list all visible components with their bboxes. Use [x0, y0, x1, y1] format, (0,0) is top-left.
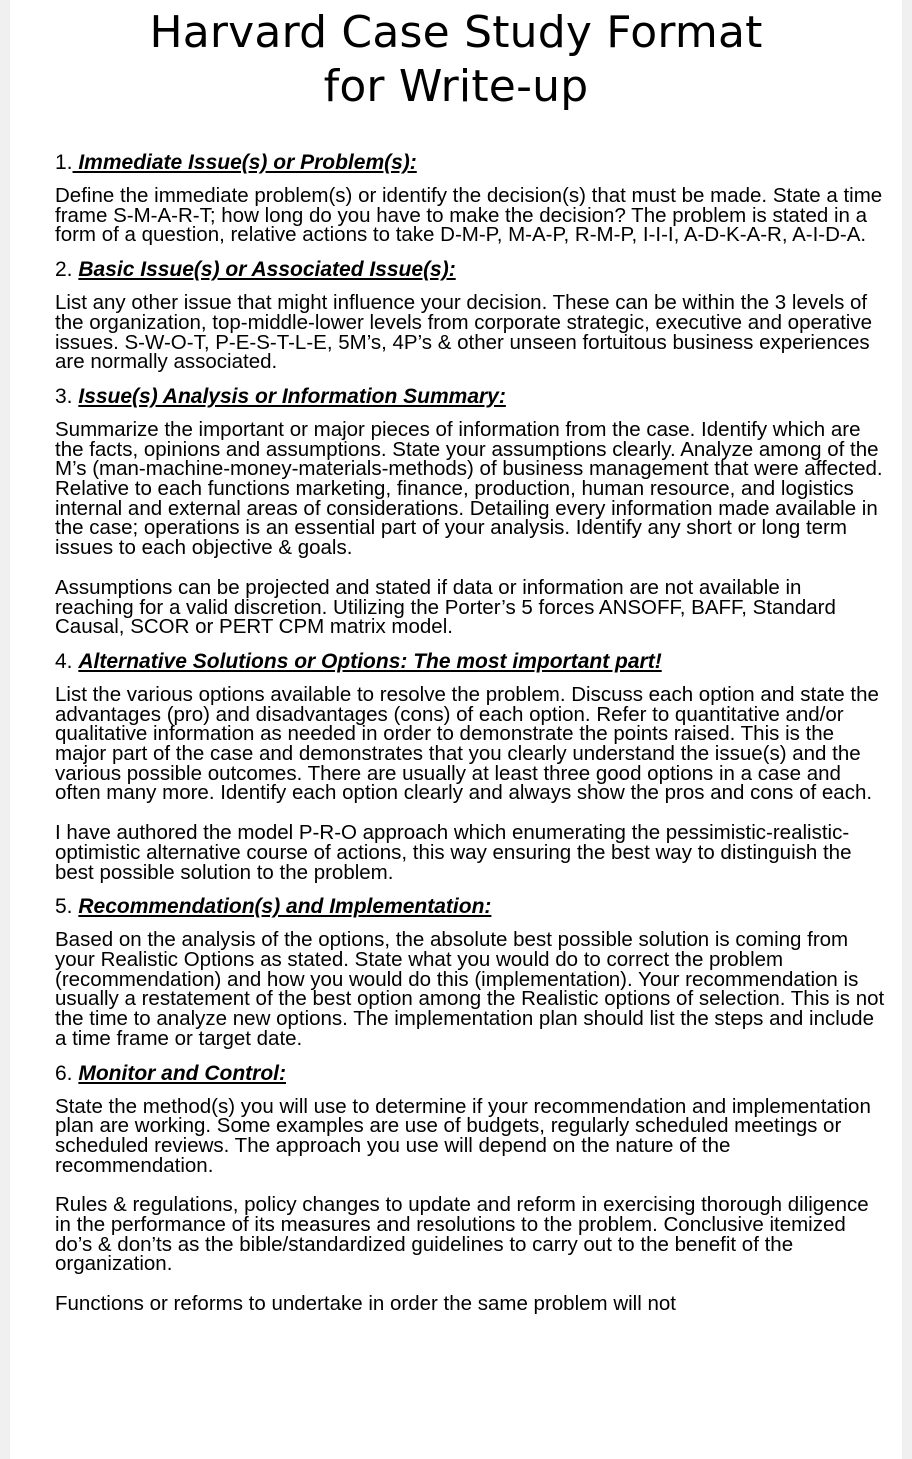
- section-number: 3.: [55, 384, 79, 408]
- section-3: [55, 384, 885, 637]
- section-title: Immediate Issue(s) or Problem(s):: [72, 151, 417, 174]
- section-title: Recommendation(s) and Implementation:: [78, 895, 492, 919]
- section-heading: [55, 649, 885, 675]
- section-number: 1.: [55, 151, 73, 174]
- section-paragraph: Rules & regulations, policy changes to update and reform in exercising thorough diligence in the performance of its measures and resolutions to the problem. Conclusive itemized do’s & don’ts as the bible/standardized guidelines to carry out to the benefit of the organization.: [55, 1193, 869, 1276]
- section-paragraph: List any other issue that might influence your decision. These can be within the 3 levels of the organization, top-middle-lower levels from corporate strategic, executive and operative issues. S-W-O-T, P-E-S-T-L-E, 5M’s, 4P’s & other unseen fortuitous business experiences are normally associated.: [55, 291, 872, 374]
- section-title: Alternative Solutions or Options: The most important part!: [78, 649, 662, 673]
- section-paragraph: Assumptions can be projected and stated if data or information are not available in reaching for a valid discretion. Utilizing the Porter’s 5 forces ANSOFF, BAFF, Standard Causal, SCOR or PERT CPM matrix model.: [55, 575, 836, 639]
- document-body: [55, 150, 885, 1326]
- section-paragraph-truncated: Functions or reforms to undertake in order the same problem will not: [55, 1292, 676, 1316]
- section-2: [55, 257, 885, 372]
- document-title: [10, 6, 902, 114]
- section-number: 5.: [55, 895, 79, 919]
- section-paragraph: Summarize the important or major pieces of information from the case. Identify which are the facts, opinions and assumptions. State your assumptions clearly. Analyze among of the M’s (man-machine-money-materials-methods) of business management that were affected. Relative to each functions marketing, finance, production, human resource, and logistics internal and external areas of considerations. Detailing every information made available in the case; operations is an essential part of your analysis. Identify any short or long term issues to each objective & goals.: [55, 417, 883, 560]
- section-1: [55, 150, 885, 245]
- section-paragraph: Based on the analysis of the options, the absolute best possible solution is coming from your Realistic Options as stated. State what you would do to correct the problem (recommendation) and how you would do this (implementation). Your recommendation is usually a restatement of the best option among the Realistic options of selection. This is not the time to analyze new options. The implementation plan should list the steps and include a time frame or target date.: [55, 928, 885, 1050]
- section-paragraph: I have authored the model P-R-O approach which enumerating the pessimistic-realistic-optimistic alternative course of actions, this way ensuring the best way to distinguish the best possible solution to the problem.: [55, 821, 852, 884]
- section-5: [55, 894, 885, 1048]
- section-heading: [55, 384, 885, 410]
- section-number: 6.: [55, 1061, 79, 1085]
- section-6: [55, 1061, 885, 1314]
- section-heading: [55, 1061, 885, 1087]
- section-title: Basic Issue(s) or Associated Issue(s):: [78, 258, 456, 282]
- section-heading: [55, 150, 885, 176]
- section-number: 4.: [55, 649, 79, 673]
- title-line-1: Harvard Case Study Format: [149, 7, 763, 58]
- section-title: Monitor and Control:: [78, 1061, 286, 1085]
- document-page: [10, 0, 902, 1459]
- title-line-2: for Write-up: [323, 61, 589, 112]
- section-number: 2.: [55, 258, 79, 282]
- section-title: Issue(s) Analysis or Information Summary:: [78, 384, 506, 408]
- section-paragraph: List the various options available to resolve the problem. Discuss each option and state the advantages (pro) and disadvantages (cons) of each option. Refer to quantitative and/or qualitative information as needed in order to demonstrate the points raised. This is the major part of the case and demonstrates that you clearly understand the issue(s) and the various possible outcomes. There are usually at least three good options in a case and often many more. Identify each option clearly and always show the pros and cons of each.: [55, 682, 879, 805]
- section-4: [55, 649, 885, 882]
- section-paragraph: Define the immediate problem(s) or identify the decision(s) that must be made. State a time frame S-M-A-R-T; how long do you have to make the decision? The problem is stated in a form of a question, relative actions to take D-M-P, M-A-P, R-M-P, I-I-I, A-D-K-A-R, A-I-D-A.: [55, 184, 883, 247]
- section-heading: [55, 894, 885, 920]
- section-paragraph: State the method(s) you will use to determine if your recommendation and implementation plan are working. Some examples are use of budgets, regularly scheduled meetings or scheduled reviews. The approach you use will depend on the nature of the recommendation.: [55, 1094, 871, 1177]
- section-heading: [55, 257, 885, 283]
